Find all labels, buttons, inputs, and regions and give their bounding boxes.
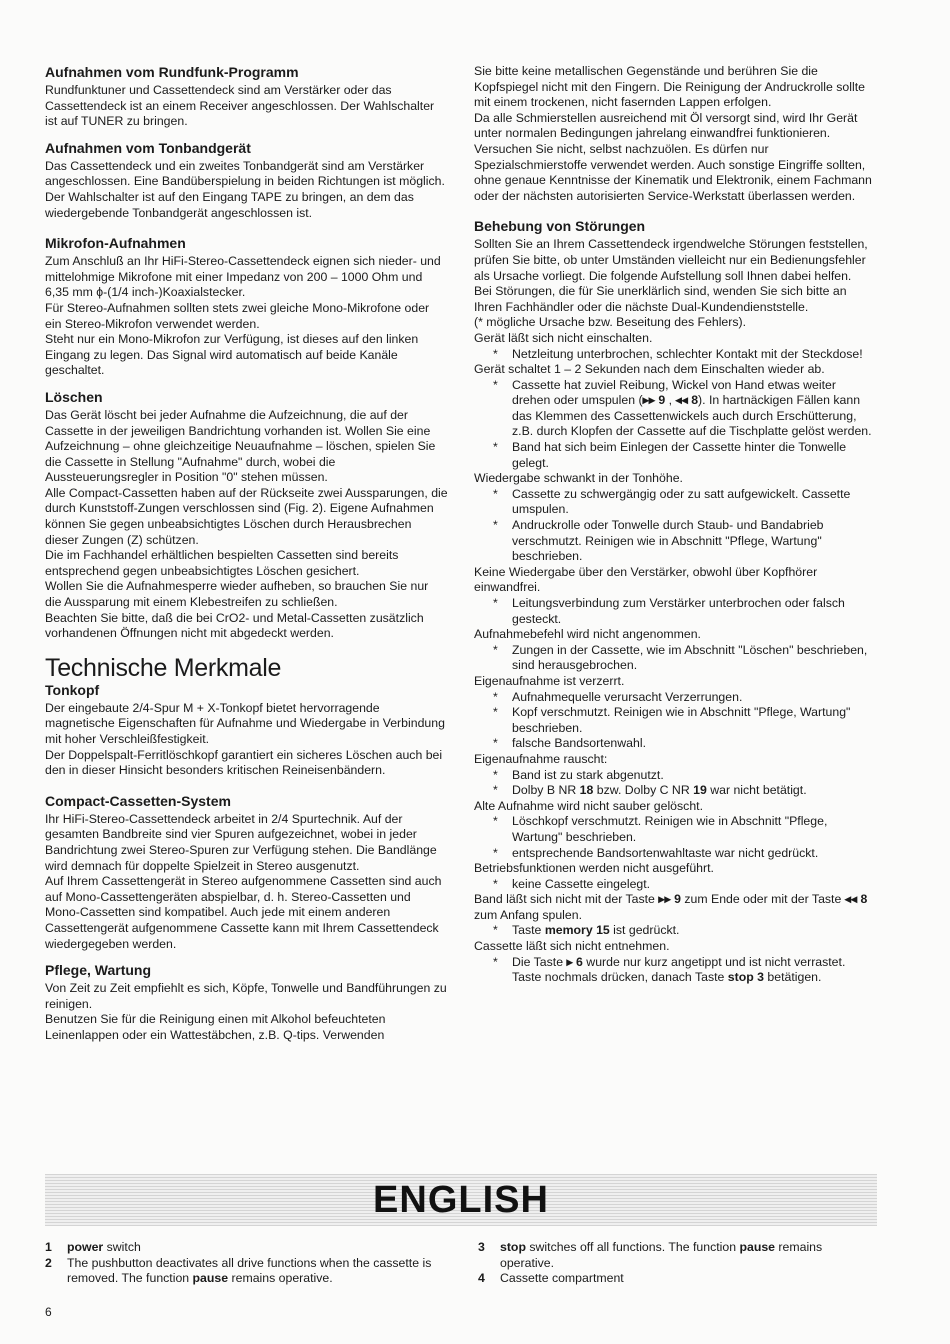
paragraph: Der Wahlschalter ist auf den Eingang TAPE zu bringen, an dem das wiedergebende Tonbandgerät angeschlossen ist.	[45, 189, 414, 220]
paragraph: Sollten Sie an Ihrem Cassettendeck irgendwelche Störungen feststellen, prüfen Sie bitte, ob unter Umständen vielleicht nur ein Bedienungsfehler als Ursache vorliegt. Die folgende Aufstellung soll Ihnen dabei helfen.	[474, 237, 868, 283]
cause-text: Cassette hat zuviel Reibung, Wickel von Hand etwas weiter drehen oder umspulen (	[512, 377, 836, 408]
item-key: pause	[739, 1240, 776, 1254]
paragraph: Das Gerät löscht bei jeder Aufnahme die Aufzeichnung, die auf der Cassette in der jeweiligen Bandrichtung vorhanden ist. Wollen Sie eine Aufzeichnung – ohne gleichzeitige Neuaufnahme – löschen, spielen Sie die Cassette in Stellung "Aufnahme" durch, wobei die Aussteuerungsregler in Position "0" stehen müssen.	[45, 407, 436, 485]
cause-text: wurde nur kurz angetippt und ist nicht verrastet. Taste nochmals drücken, danach Taste	[512, 954, 846, 985]
fault-item: Wiedergabe schwankt in der Tonhöhe.	[474, 471, 683, 486]
paragraph: Beachten Sie bitte, daß die bei CrO2- und Metal-Cassetten zusätzlich vorhandenen Öffnungen nicht mit abgedeckt werden.	[45, 610, 424, 641]
asterisk: *	[493, 736, 498, 751]
asterisk: *	[493, 596, 498, 610]
fault-item: Keine Wiedergabe über den Verstärker, obwohl über Kopfhörer einwandfrei.	[474, 564, 818, 595]
fault-text: Band läßt sich nicht mit der Taste	[474, 892, 659, 907]
cause-item	[474, 518, 877, 565]
asterisk: *	[493, 689, 498, 704]
fault-item: Eigenaufnahme rauscht:	[474, 751, 608, 766]
heading-pflege-wartung: Pflege, Wartung	[45, 962, 152, 979]
heading-loeschen: Löschen	[45, 388, 103, 405]
fault-item: Alte Aufnahme wird nicht sauber gelöscht.	[474, 798, 703, 813]
cause-text: betätigen.	[764, 970, 822, 985]
asterisk: *	[493, 876, 498, 891]
item-text: switches off all functions. The function	[525, 1240, 740, 1254]
left-column	[45, 64, 448, 1044]
asterisk: *	[493, 783, 498, 798]
item-text: remains operative.	[500, 1240, 823, 1270]
english-item	[478, 1271, 878, 1287]
cause-text: ,	[665, 393, 676, 408]
english-list-right	[478, 1240, 878, 1287]
cause-text: ist gedrückt.	[609, 923, 680, 938]
cause-text: Leitungsverbindung zum Verstärker unterbrochen oder falsch gesteckt.	[512, 596, 845, 626]
paragraph: Ihr HiFi-Stereo-Cassettendeck arbeitet in 2/4 Spurtechnik. Auf der gesamten Bandbreite sind vier Spuren aufgezeichnet, wobei in jeder Bandrichtung zwei Stereo-Spuren zur Verfügung stehen. Die Bandlänge wird demnach für doppelte Spielzeit in Stereo ausgenutzt.	[45, 811, 437, 873]
item-text: switch	[103, 1240, 141, 1254]
item-text: The pushbutton deactivates all drive functions when the cassette is removed. The function	[67, 1255, 432, 1286]
cause-item	[474, 596, 877, 627]
paragraph: Sie bitte keine metallischen Gegenstände und berühren Sie die Kopfspiegel nicht mit den Fingern. Die Reinigung der Andruckrolle sollte mit einem trockenen, nicht fasernden Lappen erfolgen.	[474, 64, 865, 110]
english-item	[478, 1240, 878, 1271]
cause-item	[474, 783, 877, 799]
item-number: 2	[45, 1255, 52, 1270]
asterisk: *	[493, 954, 498, 969]
asterisk: *	[493, 518, 498, 533]
item-number: 3	[478, 1240, 485, 1254]
cause-text: Band ist zu stark abgenutzt.	[512, 767, 664, 782]
cause-text: Dolby B NR	[512, 783, 580, 798]
fault-text: zum Anfang spulen.	[474, 907, 583, 922]
paragraph: Die im Fachhandel erhältlichen bespielten Cassetten sind bereits entsprechend gegen unbeabsichtigtes Löschen gesichert.	[45, 548, 399, 578]
cause-text: Die Taste	[512, 954, 567, 969]
fault-item	[474, 892, 877, 923]
heading-rundfunk: Aufnahmen vom Rundfunk-Programm	[45, 64, 299, 80]
cause-text: Zungen in der Cassette, wie im Abschnitt "Löschen" beschrieben, sind herausgebrochen.	[512, 642, 868, 673]
asterisk: *	[493, 440, 498, 455]
paragraph: Alle Compact-Cassetten haben auf der Rückseite zwei Aussparungen, die durch Kunststoff-Zungen verschlossen sind (Fig. 2). Eigene Aufnahmen können Sie gegen unbeabsichtigtes Löschen durch Herausbrechen dieser Zungen (Z) schützen.	[45, 485, 448, 547]
heading-technische-merkmale: Technische Merkmale	[45, 653, 282, 682]
fast-forward-key: ▸▸ 9	[658, 892, 681, 907]
cause-item	[474, 690, 877, 706]
asterisk: *	[493, 845, 498, 860]
cause-text: falsche Bandsortenwahl.	[512, 736, 646, 751]
paragraph: Das Cassettendeck und ein zweites Tonbandgerät sind am Verstärker angeschlossen. Eine Bandüberspielung in beiden Richtungen ist möglich.	[45, 158, 445, 189]
cause-item	[474, 736, 877, 752]
paragraph: Für Stereo-Aufnahmen sollten stets zwei gleiche Mono-Mikrofone oder ein Stereo-Mikrofon verwendet werden.	[45, 300, 430, 331]
paragraph: Der eingebaute 2/4-Spur M + X-Tonkopf bietet hervorragende magnetische Eigenschaften für Aufnahme und Wiedergabe in Verbindung mit hoher Verschleißfestigkeit.	[45, 700, 445, 746]
cause-text: ). In hartnäckigen Fällen kann das Klemmen des Cassettenwickels auch durch Erschütterung, z.B. durch Klopfen der Cassette auf die Tischplatte gelöst werden.	[512, 393, 872, 439]
paragraph: Wollen Sie die Aufnahmesperre wieder aufheben, so brauchen Sie nur die Aussparung mit einem Klebestreifen zu schließen.	[45, 579, 429, 610]
rewind-key: ◂◂ 8	[844, 892, 868, 907]
cause-item	[474, 378, 877, 440]
page-number: 6	[45, 1305, 52, 1319]
paragraph: Auf Ihrem Cassettengerät in Stereo aufgenommene Cassetten sind auch auf Mono-Cassettengeräten abspielbar, d. h. Stereo-Cassetten und Mono-Cassetten sind kompatibel. Auch jede mit einem anderen Cassettengerät aufgenommene Cassette kann mit Ihrem Cassettendeck wiedergegeben werden.	[45, 874, 442, 951]
cause-text: Kopf verschmutzt. Reinigen wie in Abschnitt "Pflege, Wartung" beschrieben.	[512, 705, 851, 735]
cause-text: Taste	[512, 923, 545, 938]
heading-compact-cassetten-system: Compact-Cassetten-System	[45, 792, 231, 809]
item-text: remains operative.	[228, 1271, 333, 1286]
heading-behebung-von-stoerungen: Behebung von Störungen	[474, 218, 646, 235]
cause-item	[474, 768, 877, 784]
right-column	[474, 64, 877, 986]
fast-forward-key: ▸▸ 9	[642, 393, 666, 408]
fault-item: Gerät schaltet 1 – 2 Sekunden nach dem Einschalten wieder ab.	[474, 362, 825, 377]
asterisk: *	[493, 767, 498, 782]
cause-text: Band hat sich beim Einlegen der Cassette hinter die Tonwelle gelegt.	[512, 440, 847, 470]
paragraph: Benutzen Sie für die Reinigung einen mit Alkohol befeuchteten Leinenlappen oder ein Wattestäbchen, z.B. Q-tips. Verwenden	[45, 1012, 386, 1042]
key-number: 19	[693, 783, 707, 798]
fault-item: Eigenaufnahme ist verzerrt.	[474, 673, 625, 688]
paragraph: (* mögliche Ursache bzw. Beseitung des Fehlers).	[474, 315, 747, 330]
english-item	[45, 1240, 455, 1256]
cause-text: Netzleitung unterbrochen, schlechter Kontakt mit der Steckdose!	[512, 346, 863, 361]
play-key: ▸ 6	[566, 954, 583, 969]
cause-item	[474, 487, 877, 518]
asterisk: *	[493, 923, 498, 938]
asterisk: *	[493, 346, 498, 361]
cause-item	[474, 814, 877, 845]
item-key: pause	[192, 1271, 229, 1286]
paragraph: Steht nur ein Mono-Mikrofon zur Verfügung, ist dieses auf den linken Eingang zu legen. Das Signal wird automatisch auf beide Kanäle geschaltet.	[45, 332, 419, 378]
fault-item: Betriebsfunktionen werden nicht ausgeführt.	[474, 861, 714, 876]
english-banner	[45, 1174, 877, 1226]
cause-item	[474, 347, 877, 363]
key-number: 18	[579, 783, 594, 798]
cause-item	[474, 705, 877, 736]
cause-item	[474, 955, 877, 986]
cause-text: keine Cassette eingelegt.	[512, 876, 651, 891]
paragraph: Rundfunktuner und Cassettendeck sind am Verstärker oder das Cassettendeck ist an einem Receiver angeschlossen. Der Wahlschalter ist auf TUNER zu bringen.	[45, 83, 435, 129]
english-item	[45, 1256, 455, 1287]
cause-text: Löschkopf verschmutzt. Reinigen wie in Abschnitt "Pflege, Wartung" beschrieben.	[512, 814, 828, 844]
cause-item	[474, 643, 877, 674]
cause-text: war nicht betätigt.	[706, 783, 807, 798]
asterisk: *	[493, 486, 498, 501]
paragraph: Bei Störungen, die für Sie unerklärlich sind, wenden Sie sich bitte an Ihren Fachhändler oder die nächste Dual-Kundendienststelle.	[474, 284, 847, 314]
fault-item: Cassette läßt sich nicht entnehmen.	[474, 939, 670, 954]
cause-text: Andruckrolle oder Tonwelle durch Staub- und Bandabrieb verschmutzt. Reinigen wie in Abschnitt "Pflege, Wartung" beschrieben.	[512, 518, 824, 564]
fault-text: zum Ende oder mit der Taste	[680, 892, 845, 907]
asterisk: *	[493, 814, 498, 829]
fault-item: Gerät läßt sich nicht einschalten.	[474, 330, 653, 345]
rewind-key: ◂◂ 8	[675, 393, 699, 408]
paragraph: Von Zeit zu Zeit empfiehlt es sich, Köpfe, Tonwelle und Bandführungen zu reinigen.	[45, 981, 447, 1011]
asterisk: *	[493, 705, 498, 720]
item-text: Cassette compartment	[500, 1271, 624, 1286]
cause-text: bzw. Dolby C NR	[593, 783, 694, 798]
item-number: 4	[478, 1271, 485, 1286]
cause-item	[474, 877, 877, 893]
fault-item: Aufnahmebefehl wird nicht angenommen.	[474, 627, 701, 642]
asterisk: *	[493, 642, 498, 657]
banner-text: ENGLISH	[373, 1179, 549, 1221]
cause-item	[474, 846, 877, 862]
cause-text: Aufnahmequelle verursacht Verzerrungen.	[512, 689, 743, 704]
cause-item	[474, 440, 877, 471]
cause-item	[474, 923, 877, 939]
paragraph: Der Doppelspalt-Ferritlöschkopf garantiert ein sicheres Löschen auch bei den in dieser Hinsicht besonders kritischen Reineisenbändern.	[45, 747, 443, 778]
asterisk: *	[493, 377, 498, 392]
heading-mikrofon: Mikrofon-Aufnahmen	[45, 235, 186, 252]
cause-text: Cassette zu schwergängig oder zu satt aufgewickelt. Cassette umspulen.	[512, 486, 851, 517]
item-number: 1	[45, 1240, 52, 1254]
heading-tonkopf: Tonkopf	[45, 681, 100, 698]
paragraph: Zum Anschluß an Ihr HiFi-Stereo-Cassettendeck eignen sich nieder- und mittelohmige Mikrofone mit einer Impedanz von 200 – 1000 Ohm und 6,35 mm ϕ-(1/4 inch-)Koaxialstecker.	[45, 254, 441, 300]
paragraph: Da alle Schmierstellen ausreichend mit Öl versorgt sind, wird Ihr Gerät unter normalen Bedingungen jahrelang einwandfrei funktionieren. Versuchen Sie nicht, selbst nachzuölen. Es dürfen nur Spezialschmierstoffe verwendet werden. Auch sonstige Eingriffe sollten, ohne genaue Kenntnisse der Kinematik und Elektronik, einem Fachmann oder der nächsten autorisierten Service-Werkstatt überlassen werden.	[474, 110, 872, 203]
stop-key: stop 3	[727, 970, 764, 985]
memory-key: memory 15	[544, 923, 610, 938]
english-list-left	[45, 1240, 455, 1287]
cause-text: entsprechende Bandsortenwahltaste war nicht gedrückt.	[512, 845, 819, 860]
item-key: power	[67, 1240, 104, 1254]
item-key: stop	[500, 1240, 526, 1254]
heading-tonbandgeraet: Aufnahmen vom Tonbandgerät	[45, 139, 251, 156]
